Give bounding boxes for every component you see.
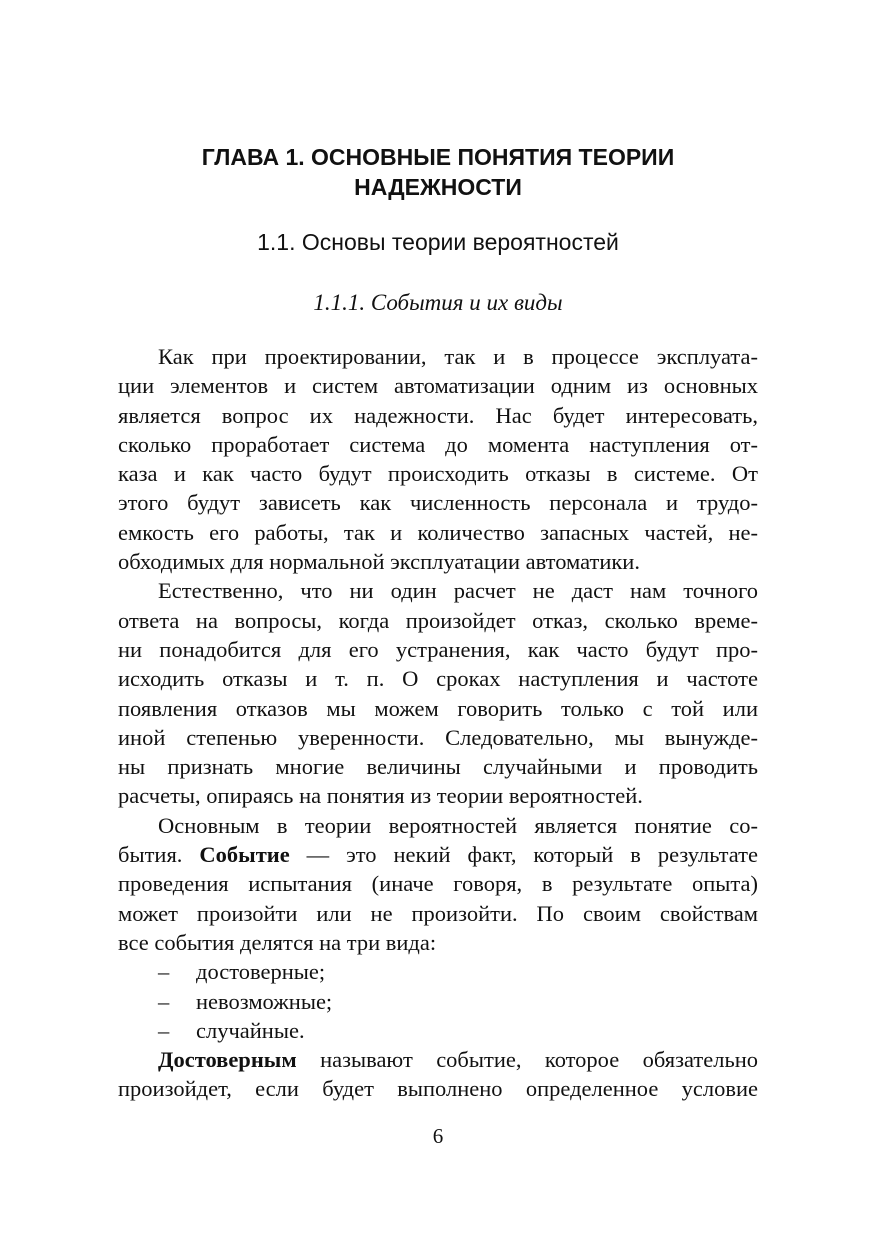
body-text: [118, 342, 758, 1104]
list-item: [118, 957, 758, 986]
subsection-title: 1.1.1. События и их виды: [313, 290, 563, 315]
section-title: 1.1. Основы теории вероятностей: [257, 229, 619, 255]
text-line: обходимых для нормальной эксплуатации автоматики.: [118, 549, 640, 575]
text-line: все события делятся на три вида:: [118, 929, 437, 955]
text-line: Основным в теории вероятностей является понятие со-: [158, 812, 758, 838]
term-certain: Достоверным: [158, 1047, 297, 1073]
event-types-list: [118, 957, 758, 1045]
text-line: иной степенью уверенности. Следовательно, мы вынужде-: [118, 724, 758, 750]
paragraph-4: [118, 1045, 758, 1104]
document-page: [118, 0, 758, 1240]
list-dash: –: [158, 988, 170, 1014]
text-line: сколько проработает система до момента наступления от-: [118, 431, 758, 457]
text-line: может произойти или не произойти. По своим свойствам: [118, 900, 758, 926]
text-line: Естественно, что ни один расчет не даст нам точного: [158, 578, 758, 604]
text-fragment: бытия.: [118, 842, 200, 868]
paragraph-1: [118, 342, 758, 576]
paragraph-2: [118, 576, 758, 810]
list-item: [118, 1016, 758, 1045]
chapter-title: [118, 142, 758, 202]
text-line: проведения испытания (иначе говоря, в результате опыта): [118, 871, 758, 897]
text-line: ны признать многие величины случайными и проводить: [118, 754, 758, 780]
chapter-title-line-1: ГЛАВА 1. ОСНОВНЫЕ ПОНЯТИЯ ТЕОРИИ: [201, 144, 675, 170]
list-dash: –: [158, 1017, 170, 1043]
text-line: емкость его работы, так и количество запасных частей, не-: [118, 519, 758, 545]
text-line: произойдет, если будет выполнено определенное условие: [118, 1076, 758, 1102]
text-line: является вопрос их надежности. Нас будет интересовать,: [118, 402, 758, 428]
text-line: ции элементов и систем автоматизации одним из основных: [118, 373, 758, 399]
list-item-text: достоверные;: [196, 959, 326, 985]
list-item: [118, 987, 758, 1016]
text-fragment: — это некий факт, который в результате: [289, 842, 758, 868]
term-event: Событие: [199, 842, 290, 868]
chapter-title-line-2: НАДЕЖНОСТИ: [354, 174, 522, 200]
text-line: ответа на вопросы, когда произойдет отказ, сколько време-: [118, 607, 758, 633]
text-line: расчеты, опираясь на понятия из теории вероятностей.: [118, 783, 643, 809]
text-line: исходить отказы и т. п. О сроках наступления и частоте: [118, 666, 758, 692]
text-line: появления отказов мы можем говорить только с той или: [118, 695, 758, 721]
text-line: этого будут зависеть как численность персонала и трудо-: [118, 490, 758, 516]
text-line: ни понадобится для его устранения, как часто будут про-: [118, 636, 758, 662]
text-line: [118, 840, 758, 869]
text-line: [118, 1045, 758, 1074]
page-number: 6: [432, 1124, 444, 1148]
text-line: каза и как часто будут происходить отказы в системе. От: [118, 461, 758, 487]
list-item-text: случайные.: [196, 1017, 305, 1043]
text-fragment: называют событие, которое обязательно: [296, 1047, 758, 1073]
list-item-text: невозможные;: [196, 988, 333, 1014]
paragraph-3: [118, 811, 758, 957]
list-dash: –: [158, 959, 170, 985]
text-line: Как при проектировании, так и в процессе эксплуата-: [158, 344, 758, 369]
